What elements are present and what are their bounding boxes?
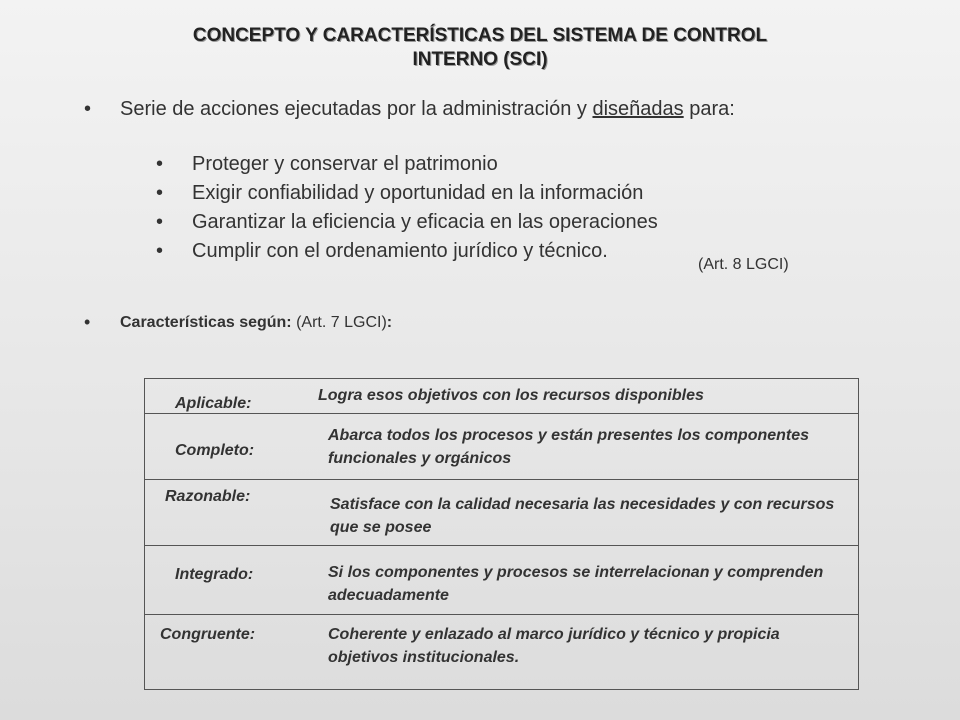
term-aplicable: Aplicable: xyxy=(175,395,252,412)
characteristics-heading xyxy=(120,314,392,332)
term-integrado: Integrado: xyxy=(175,566,254,583)
objective-item: Exigir confiabilidad y oportunidad en la información xyxy=(192,182,644,204)
article-8-reference: (Art. 8 LGCI) xyxy=(698,256,789,273)
article-7-reference: (Art. 7 LGCI) xyxy=(296,314,387,331)
objective-item: Garantizar la eficiencia y eficacia en las operaciones xyxy=(192,211,658,233)
bullet-icon: • xyxy=(156,211,164,233)
intro-before: Serie de acciones ejecutadas por la administración y xyxy=(120,98,593,120)
page-title xyxy=(80,24,880,72)
bullet-icon: • xyxy=(84,312,91,332)
intro-text xyxy=(120,98,735,121)
objective-item: Cumplir con el ordenamiento jurídico y técnico. xyxy=(192,240,608,262)
row-divider xyxy=(144,614,858,615)
characteristics-label: Características según: xyxy=(120,314,292,331)
intro-after: para: xyxy=(683,98,735,120)
term-razonable: Razonable: xyxy=(165,488,251,505)
row-divider xyxy=(144,413,858,414)
bullet-icon: • xyxy=(156,153,164,175)
desc-integrado: Si los componentes y procesos se interrelacionan y comprenden adecuadamente xyxy=(328,564,824,604)
row-divider xyxy=(144,479,858,480)
row-divider xyxy=(144,545,858,546)
desc-razonable: Satisface con la calidad necesaria las necesidades y con recursos que se posee xyxy=(330,496,835,536)
desc-completo: Abarca todos los procesos y están presentes los componentes funcionales y orgánicos xyxy=(328,427,810,467)
objective-item: Proteger y conservar el patrimonio xyxy=(192,153,498,175)
title-line-1: CONCEPTO Y CARACTERÍSTICAS DEL SISTEMA DE CONTROL xyxy=(192,25,768,46)
desc-congruente: Coherente y enlazado al marco jurídico y técnico y propicia objetivos institucionales. xyxy=(328,626,780,666)
bullet-icon: • xyxy=(156,182,164,204)
title-line-2: INTERNO (SCI) xyxy=(412,49,548,70)
heading-colon: : xyxy=(386,314,393,331)
bullet-icon: • xyxy=(156,240,164,262)
intro-underlined: diseñadas xyxy=(592,98,684,120)
bullet-icon: • xyxy=(84,98,92,120)
term-congruente: Congruente: xyxy=(160,626,256,643)
desc-aplicable: Logra esos objetivos con los recursos disponibles xyxy=(318,387,704,404)
term-completo: Completo: xyxy=(175,442,255,459)
